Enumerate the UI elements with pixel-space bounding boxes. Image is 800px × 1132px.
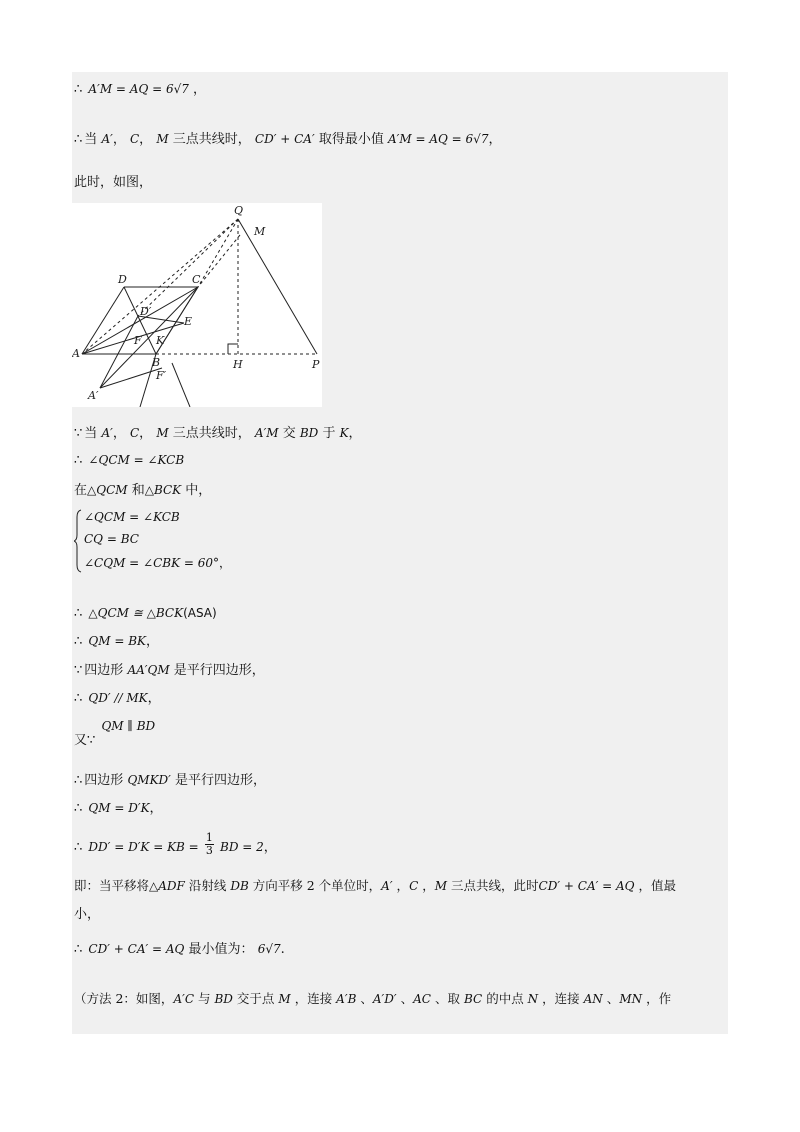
line-2: ∴ 当 A′， C， M 三点共线时， CD′ + CA′ 取得最小值 A′M = AQ = 6√7， [74,132,502,147]
label-Ap: A′ [88,389,99,402]
edge-AE [82,323,184,354]
label-P: P [312,358,320,371]
right-angle-mark [228,344,238,354]
line-6: 在△QCM 和△BCK 中， [74,483,212,498]
system-row-1: ∠QCM = ∠KCB [84,510,180,524]
line-1: ∴ A′M = AQ = 6√7 ， [74,82,207,97]
edge-AD [82,287,124,354]
system-row-2: CQ = BC [84,532,139,546]
label-M: M [254,225,266,238]
line-13: ∴ QM = D′K， [74,801,163,816]
label-H: H [233,358,243,371]
line-11: 又∵ QM ∥ BD [74,719,156,748]
label-A: A [72,347,80,360]
label-B: B [152,356,161,369]
label-D: D [118,273,127,286]
system-brace [74,509,82,573]
label-E: E [184,315,193,328]
line-12: ∴ 四边形 QMKD′ 是平行四边形， [74,773,267,788]
line-7: ∴ △QCM ≅ △BCK(ASA) [74,606,217,621]
label-Dp: D′ [140,305,152,318]
geometry-diagram [72,203,322,407]
line-8: ∴ QM = BK， [74,634,160,649]
line-3: 此时，如图， [74,175,153,190]
fraction-one-third: $\frac{1}{3}$ [205,831,213,857]
line-17: ∴ CD′ + CA′ = AQ 最小值为： 6√7. [74,942,285,957]
label-F: F [134,334,142,347]
line-4: ∵ 当 A′， C， M 三点共线时， A′M 交 BD 于 K， [74,426,362,441]
label-K: K [156,334,165,347]
line-9: ∵ 四边形 AA′QM 是平行四边形， [74,663,265,678]
edge-QDp [138,219,238,316]
line-18: （方法 2：如图，A′C 与 BD 交于点 M ，连接 A′B 、A′D′ 、AC 、取 BC 的中点 N ，连接 AN 、MN ，作 [74,991,672,1006]
line-10: ∴ QD′ // MK， [74,691,161,706]
label-Fp: F′ [156,369,167,382]
geometry-figure [72,203,322,407]
label-C: C [192,273,201,286]
line-5: ∴ ∠QCM = ∠KCB [74,453,185,468]
edge-QP [238,219,317,354]
system-row-3: ∠CQM = ∠CBK = 60°， [84,556,232,570]
line-14: ∴ DD′ = D′K = KB = $\frac{1}{3}$ BD = 2， [74,831,277,857]
edge-ray-right [172,363,190,407]
line-15: 即：当平移将△ADF 沿射线 DB 方向平移 2 个单位时，A′ ，C ，M 三点共线，此时CD′ + CA′ = AQ ，值最 [74,878,677,893]
label-Q: Q [234,204,244,217]
line-16: 小， [74,907,101,922]
edge-MC [198,235,240,287]
edge-QC [198,219,238,287]
